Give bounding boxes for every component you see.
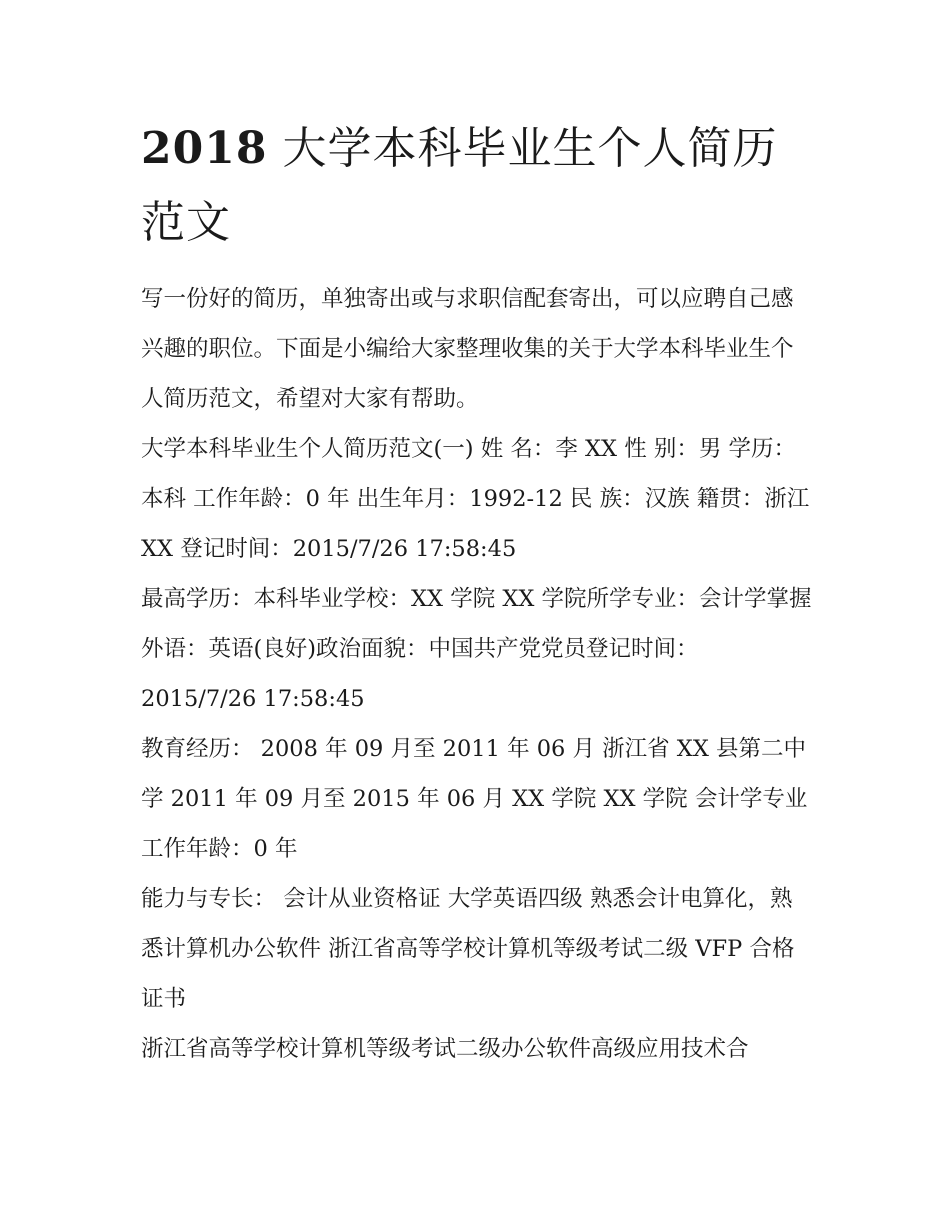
skills-paragraph: 能力与专长： 会计从业资格证 大学英语四级 熟悉会计电算化，熟悉计算机办公软件 浙江省高等学校计算机等级考试二级 VFP 合格证书 xyxy=(141,886,795,1012)
intro-paragraph: 写一份好的简历，单独寄出或与求职信配套寄出，可以应聘自己感兴趣的职位。下面是小编给大家整理收集的关于大学本科毕业生个人简历范文，希望对大家有帮助。 xyxy=(141,286,794,412)
certificate-paragraph: 浙江省高等学校计算机等级考试二级办公软件高级应用技术合 xyxy=(141,1036,749,1062)
document-content xyxy=(141,112,813,1074)
title-year: 2018 xyxy=(141,123,268,174)
highest-education-paragraph: 最高学历：本科毕业学校：XX 学院 XX 学院所学专业：会计学掌握外语：英语(良好)政治面貌：中国共产党党员登记时间：2015/7/26 17:58:45 xyxy=(141,586,812,712)
document-title xyxy=(141,112,813,260)
title-text: 大学本科毕业生个人简历范文 xyxy=(141,123,778,248)
resume-basic-info-paragraph: 大学本科毕业生个人简历范文(一) 姓 名：李 XX 性 别：男 学历：本科 工作年龄：0 年 出生年月：1992-12 民 族：汉族 籍贯：浙江 XX 登记时间：2015/7/26 17:58:45 xyxy=(141,436,810,562)
education-history-paragraph: 教育经历： 2008 年 09 月至 2011 年 06 月 浙江省 XX 县第二中学 2011 年 09 月至 2015 年 06 月 XX 学院 XX 学院 会计学专业 工作年龄：0 年 xyxy=(141,736,808,862)
